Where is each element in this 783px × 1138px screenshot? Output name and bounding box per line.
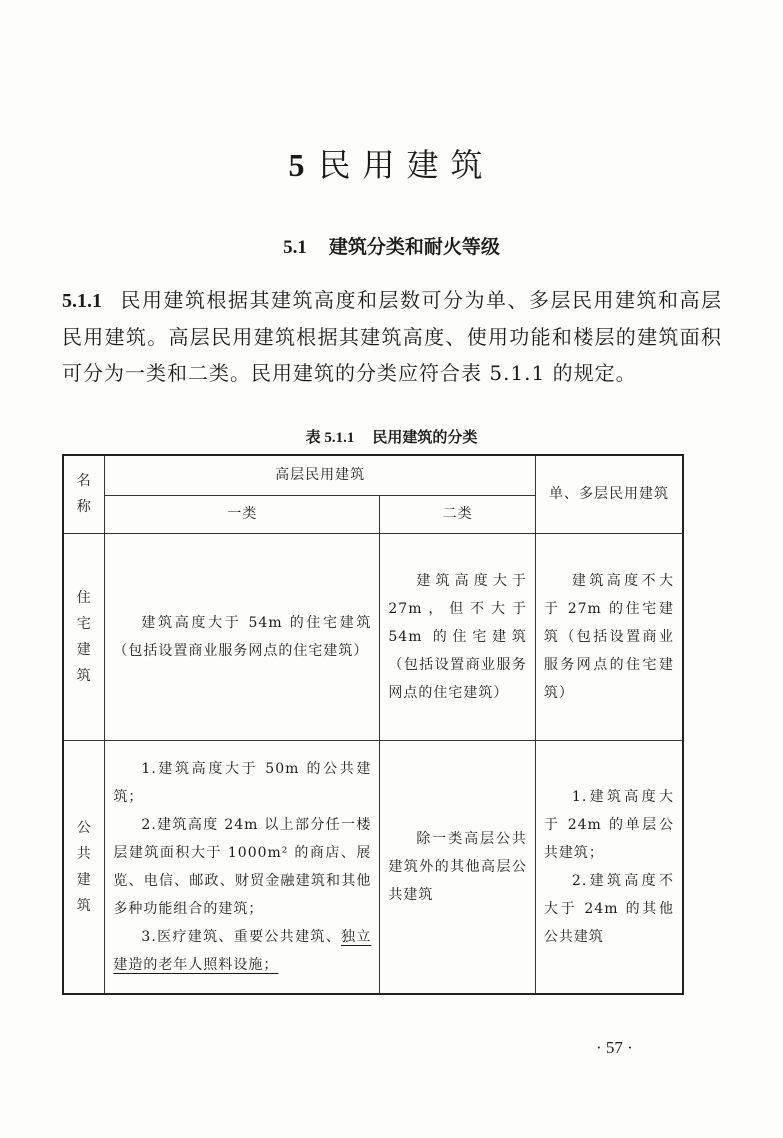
building-classification-table: [62, 454, 684, 995]
chapter-number: 5: [288, 147, 305, 183]
chapter-title: [0, 140, 783, 186]
row-name-residential: 住宅建筑: [63, 533, 105, 740]
section-number: 5.1: [283, 237, 307, 258]
section-title: [0, 232, 783, 259]
header-class1: 一类: [105, 495, 380, 533]
table-caption: [0, 426, 783, 447]
row-name-public: 公共建筑: [63, 740, 105, 994]
header-name: 名称: [63, 455, 105, 533]
residential-class2: 建筑高度大于 27m，但不大于 54m 的住宅建筑（包括设置商业服务网点的住宅建筑）: [380, 533, 536, 740]
public-low-multi: [535, 740, 683, 994]
page-number: · 57 ·: [596, 1038, 633, 1057]
table-caption-title: 民用建筑的分类: [372, 428, 478, 446]
table-row-residential: [63, 533, 683, 740]
clause-number: 5.1.1: [62, 290, 102, 312]
table-header-row-1: [63, 455, 683, 495]
residential-class1: 建筑高度大于 54m 的住宅建筑（包括设置商业服务网点的住宅建筑）: [105, 533, 380, 740]
table-caption-number: 表 5.1.1: [305, 430, 355, 446]
public-class1: [105, 740, 380, 994]
section-name: 建筑分类和耐火等级: [328, 236, 500, 258]
public-class1-item-3: [113, 923, 371, 979]
header-class2: 二类: [380, 495, 536, 533]
header-high-rise: 高层民用建筑: [105, 455, 536, 495]
public-class1-item: 1.建筑高度大于 50m 的公共建筑；: [113, 760, 372, 805]
public-class2: 除一类高层公共建筑外的其他高层公共建筑: [380, 740, 536, 994]
public-low-multi-item: 1.建筑高度大于 24m 的单层公共建筑；: [543, 788, 674, 861]
header-low-multi: 单、多层民用建筑: [535, 455, 683, 533]
clause-text: 民用建筑根据其建筑高度和层数可分为单、多层民用建筑和高层民用建筑。高层民用建筑根据其建筑高度、使用功能和楼层的建筑面积可分为一类和二类。民用建筑的分类应符合表 5.1.1 的规定。: [62, 288, 722, 385]
chapter-name: 民用建筑: [318, 146, 495, 184]
public-class1-item: 2.建筑高度 24m 以上部分任一楼层建筑面积大于 1000m² 的商店、展览、电信、邮政、财贸金融建筑和其他多种功能组合的建筑；: [113, 816, 372, 917]
public-class1-item-3b-underlined: 独立建造的老年人照料设施；: [113, 928, 372, 973]
public-low-multi-item: 2.建筑高度不大于 24m 的其他公共建筑: [543, 872, 674, 945]
clause-paragraph: [62, 282, 722, 391]
residential-low-multi: 建筑高度不大于 27m 的住宅建筑（包括设置商业服务网点的住宅建筑）: [535, 533, 683, 740]
table-row-public: [63, 740, 683, 994]
public-class1-item-3a: 3.医疗建筑、重要公共建筑、: [141, 928, 342, 945]
